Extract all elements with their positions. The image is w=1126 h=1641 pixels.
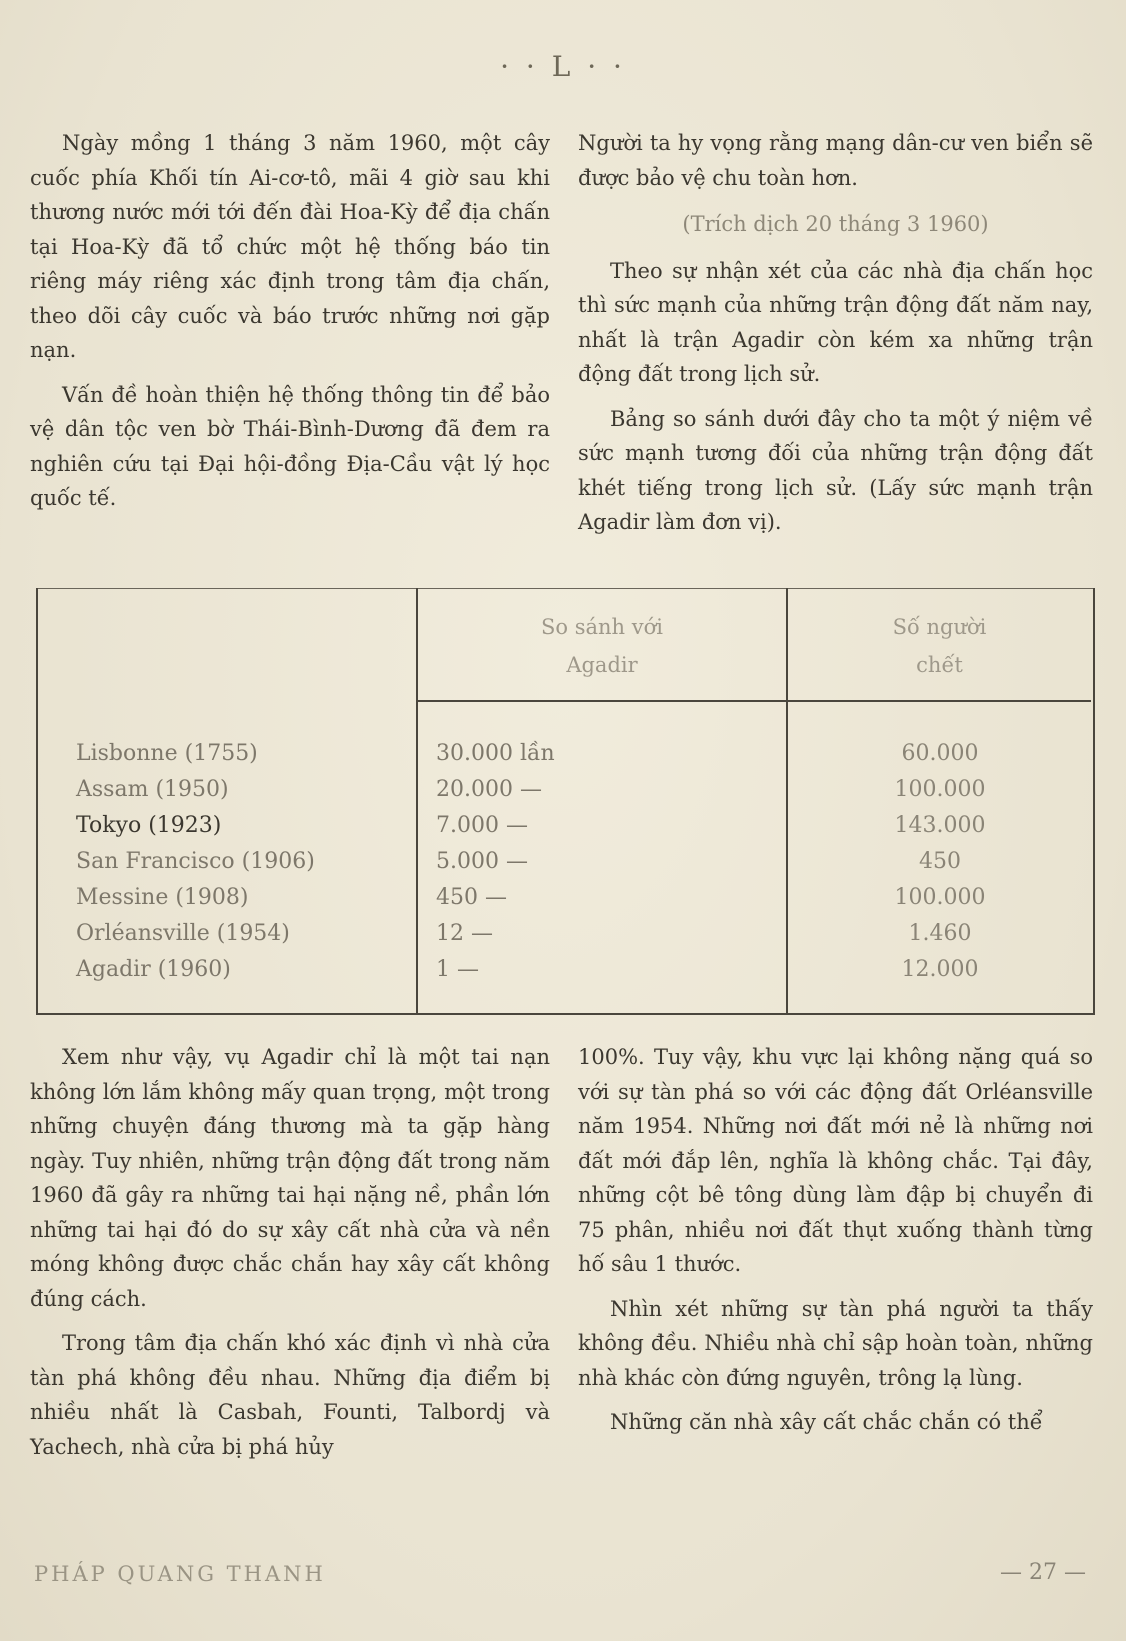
ratio-cell: 450 — xyxy=(436,885,507,910)
paragraph: Theo sự nhận xét của các nhà địa chấn học thì sức mạnh của những trận động đất năm nay, nhất là trận Agadir còn kém xa những trận động đất trong lịch sử. xyxy=(578,258,1093,386)
ratio-cell: 20.000 — xyxy=(436,777,542,802)
ratio-cell: 30.000 lần xyxy=(436,741,555,766)
earthquake-comparison-table xyxy=(36,588,1095,1015)
paragraph: Xem như vậy, vụ Agadir chỉ là một tai nạn không lớn lắm không mấy quan trọng, một trong những chuyện đáng thương mà ta gặp hàng ngày. Tuy nhiên, những trận động đất trong năm 1960 đã gây ra những tai hại nặng nề, phần lớn những tai hại đó do sự xây cất nhà cửa và nền móng không được chắc chắn hay xây cất không đúng cách. xyxy=(30,1045,550,1311)
page-number: — 27 — xyxy=(1000,1560,1086,1585)
paragraph: Vấn đề hoàn thiện hệ thống thông tin để bảo vệ dân tộc ven bờ Thái-Bình-Dương đã đem ra nghiên cứu tại Đại hội-đồng Địa-Cầu vật lý học quốc tế. xyxy=(30,382,550,510)
header-line: So sánh với xyxy=(541,615,663,639)
ratio-cell: 1 — xyxy=(436,957,479,982)
column-bottom-left xyxy=(30,1040,550,1464)
table-header-divider xyxy=(416,700,1091,702)
table-top-border xyxy=(38,588,1093,589)
page-header: · · L · · xyxy=(500,50,626,83)
paragraph: Nhìn xét những sự tàn phá người ta thấy không đều. Nhiều nhà chỉ sập hoàn toàn, những nhà khác còn đứng nguyên, trông lạ lùng. xyxy=(578,1296,1093,1390)
event-cell: Messine (1908) xyxy=(76,885,249,910)
paragraph: 100%. Tuy vậy, khu vực lại không nặng quá so với sự tàn phá so với các động đất Orléansville năm 1954. Những nơi đất mới nẻ là những nơi đất mới đắp lên, nghĩa là không chắc. Tại đây, những cột bê tông dùng làm đập bị chuyển đi 75 phân, nhiều nơi đất thụt xuống thành từng hố sâu 1 thước. xyxy=(578,1045,1093,1276)
column-bottom-right xyxy=(578,1040,1093,1440)
event-cell: Orléansville (1954) xyxy=(76,921,290,946)
paragraph: Những căn nhà xây cất chắc chắn có thể xyxy=(610,1410,1043,1434)
column-top-right xyxy=(578,126,1093,540)
deaths-cell: 100.000 xyxy=(894,885,986,910)
table-row xyxy=(38,772,1091,808)
event-cell: Agadir (1960) xyxy=(76,957,231,982)
table-row xyxy=(38,808,1091,844)
table-row xyxy=(38,736,1091,772)
header-line: Agadir xyxy=(566,653,638,677)
event-cell: San Francisco (1906) xyxy=(76,849,315,874)
paragraph: Người ta hy vọng rằng mạng dân-cư ven biển sẽ được bảo vệ chu toàn hơn. xyxy=(578,131,1093,190)
table-row xyxy=(38,952,1091,988)
column-top-left xyxy=(30,126,550,516)
ratio-cell: 5.000 — xyxy=(436,849,528,874)
deaths-cell: 60.000 xyxy=(901,741,979,766)
ratio-cell: 12 — xyxy=(436,921,493,946)
deaths-cell: 100.000 xyxy=(894,777,986,802)
table-row xyxy=(38,880,1091,916)
event-cell: Lisbonne (1755) xyxy=(76,741,258,766)
deaths-cell: 143.000 xyxy=(894,813,986,838)
table-header-comparison xyxy=(418,608,786,684)
event-cell: Tokyo (1923) xyxy=(76,813,222,838)
header-line: chết xyxy=(916,653,963,677)
table-header-deaths xyxy=(788,608,1091,684)
paragraph: Trong tâm địa chấn khó xác định vì nhà cửa tàn phá không đều nhau. Những địa điểm bị nhiều nhất là Casbah, Founti, Talbordj và Yachech, nhà cửa bị phá hủy xyxy=(30,1331,550,1459)
ratio-cell: 7.000 — xyxy=(436,813,528,838)
header-line: Số người xyxy=(892,615,987,639)
deaths-cell: 1.460 xyxy=(908,921,972,946)
table-body xyxy=(38,736,1091,988)
publication-name: PHÁP QUANG THANH xyxy=(34,1562,326,1586)
table-row xyxy=(38,916,1091,952)
deaths-cell: 12.000 xyxy=(901,957,979,982)
source-note: (Trích dịch 20 tháng 3 1960) xyxy=(682,212,989,236)
paragraph: Ngày mồng 1 tháng 3 năm 1960, một cây cuốc phía Khối tín Ai-cơ-tô, mãi 4 giờ sau khi thương nước mới tới đến đài Hoa-Kỳ để địa chấn tại Hoa-Kỳ đã tổ chức một hệ thống báo tin riêng máy riêng xác định trong tâm địa chấn, theo dõi cây cuốc và báo trước những nơi gặp nạn. xyxy=(30,131,550,362)
event-cell: Assam (1950) xyxy=(76,777,229,802)
paragraph: Bảng so sánh dưới đây cho ta một ý niệm về sức mạnh tương đối của những trận động đất khét tiếng trong lịch sử. (Lấy sức mạnh trận Agadir làm đơn vị). xyxy=(578,406,1093,534)
deaths-cell: 450 xyxy=(919,849,961,874)
table-row xyxy=(38,844,1091,880)
